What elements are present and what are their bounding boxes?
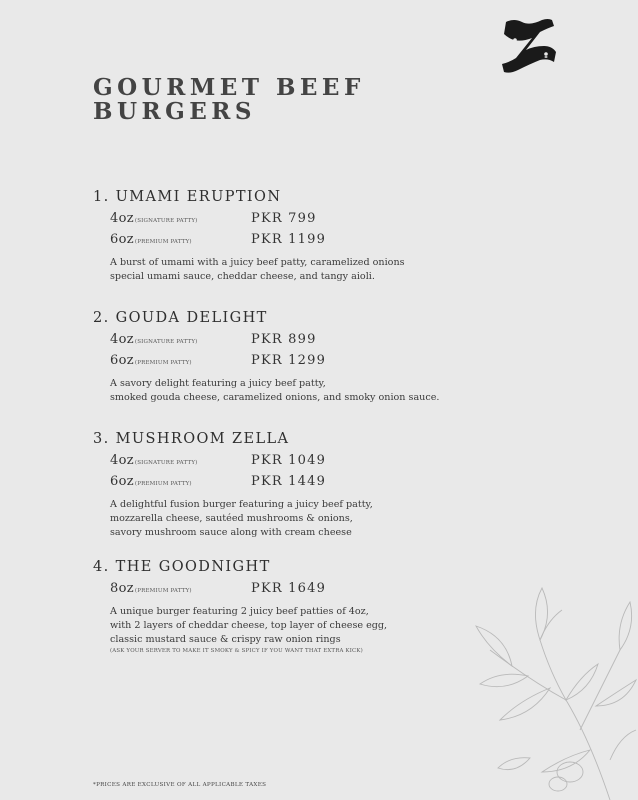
footer-note: *PRICES ARE EXCLUSIVE OF ALL APPLICABLE TAXES <box>93 782 267 788</box>
price-value: PKR 1049 <box>251 453 327 468</box>
size-label: 4oz(SIGNATURE PATTY) <box>110 332 198 347</box>
item-description: A savory delight featuring a juicy beef patty, smoked gouda cheese, caramelized onions, and smoky onion sauce. <box>110 378 440 403</box>
size-label: 6oz(PREMIUM PATTY) <box>110 353 192 368</box>
item-name: 2. GOUDA DELIGHT <box>93 310 268 326</box>
item-name: 4. THE GOODNIGHT <box>93 559 271 575</box>
menu-item-umami-eruption <box>93 188 405 284</box>
brand-logo-icon <box>500 16 560 78</box>
size-label: 6oz(PREMIUM PATTY) <box>110 232 192 247</box>
size-label: 4oz(SIGNATURE PATTY) <box>110 211 198 226</box>
price-row <box>110 579 387 600</box>
price-row <box>110 472 373 493</box>
title-line-2: BURGERS <box>93 98 257 125</box>
item-description: A unique burger featuring 2 juicy beef patties of 4oz, with 2 layers of cheddar cheese, top layer of cheese egg, classic mustard sauce & crispy raw onion rings <box>110 606 388 645</box>
size-label: 8oz(PREMIUM PATTY) <box>110 581 192 596</box>
item-note: (ASK YOUR SERVER TO MAKE IT SMOKY & SPICY IF YOU WANT THAT EXTRA KICK) <box>110 648 363 654</box>
price-value: PKR 799 <box>251 211 317 226</box>
item-description: A burst of umami with a juicy beef patty, caramelized onions special umami sauce, cheddar cheese, and tangy aioli. <box>110 257 405 282</box>
price-row <box>110 209 405 230</box>
menu-item-mushroom-zella <box>93 430 373 540</box>
menu-item-the-goodnight <box>93 558 387 654</box>
price-value: PKR 1449 <box>251 474 327 489</box>
size-label: 4oz(SIGNATURE PATTY) <box>110 453 198 468</box>
price-value: PKR 899 <box>251 332 317 347</box>
price-row <box>110 230 405 251</box>
item-name: 3. MUSHROOM ZELLA <box>93 431 290 447</box>
item-name: 1. UMAMI ERUPTION <box>93 189 282 205</box>
title-line-1: GOURMET BEEF <box>93 74 365 101</box>
price-row <box>110 351 439 372</box>
menu-item-gouda-delight <box>93 309 439 405</box>
price-value: PKR 1199 <box>251 232 327 247</box>
price-value: PKR 1299 <box>251 353 327 368</box>
price-row <box>110 451 373 472</box>
price-value: PKR 1649 <box>251 581 327 596</box>
size-label: 6oz(PREMIUM PATTY) <box>110 474 192 489</box>
page-title <box>93 76 365 124</box>
olive-branch-illustration-icon <box>470 580 638 800</box>
item-description: A delightful fusion burger featuring a juicy beef patty, mozzarella cheese, sautéed mushrooms & onions, savory mushroom sauce along with cream cheese <box>110 499 373 538</box>
price-row <box>110 330 439 351</box>
